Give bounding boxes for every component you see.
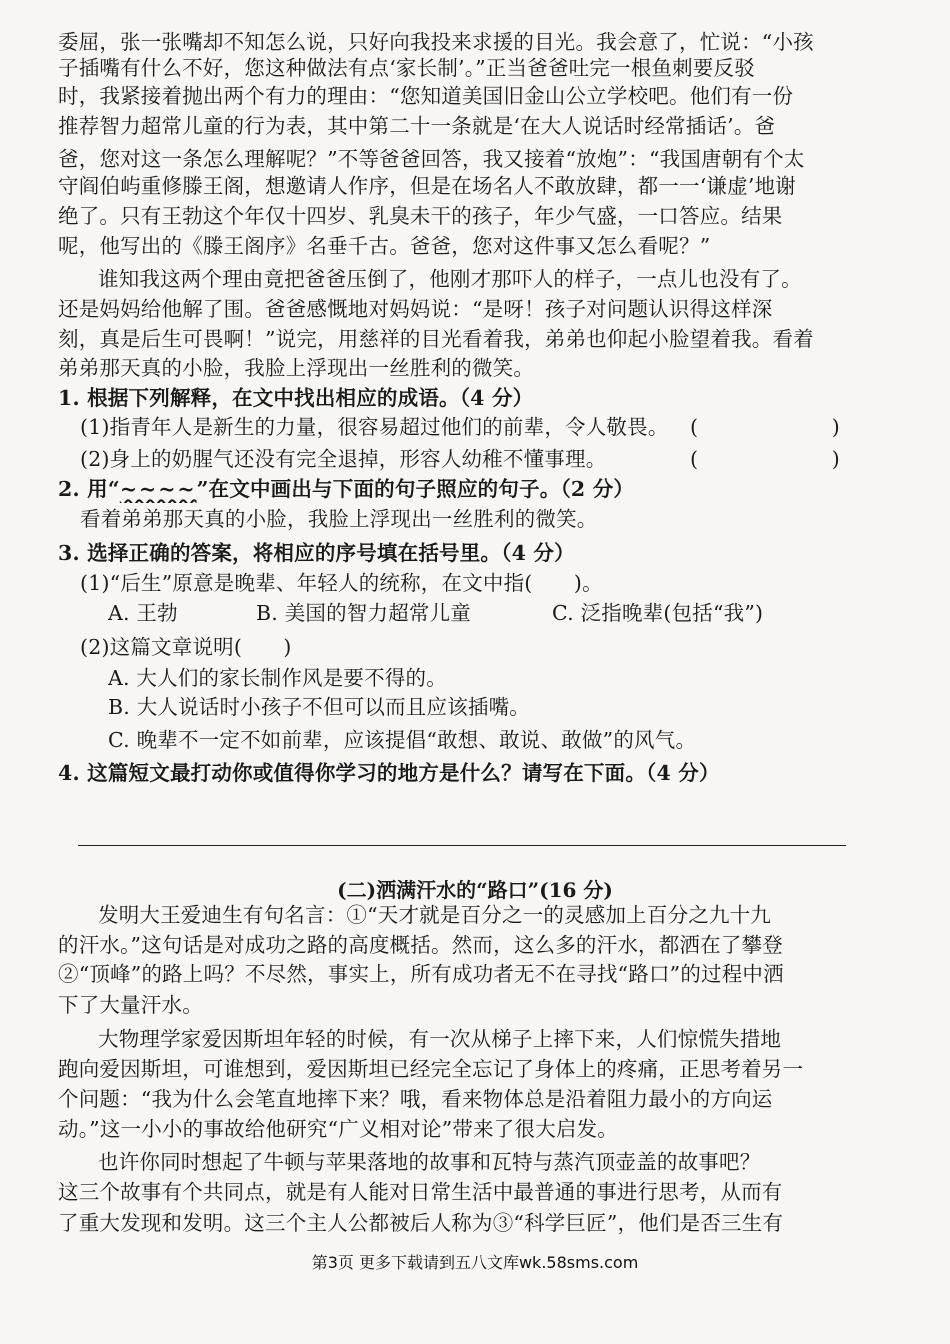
option-b[interactable]: B. 美国的智力超常儿童 — [256, 601, 471, 625]
section-divider — [78, 845, 846, 846]
wavy-line-mark: ~~~~ — [119, 477, 197, 501]
passage-line: 刻，真是后生可畏啊！”说完，用慈祥的目光看着我，弟弟也仰起小脸望着我。看着 — [58, 327, 814, 351]
section-2-line: 个问题：“我为什么会笔直地摔下来？哦，看来物体总是沿着阻力最小的方向运 — [58, 1087, 773, 1111]
question-1-1-text: (1)指青年人是新生的力量，很容易超过他们的前辈，令人敬畏。 — [80, 415, 669, 439]
answer-blank[interactable]: ( ) — [690, 447, 840, 471]
passage-line: 爸，您对这一条怎么理解呢？”不等爸爸回答，我又接着“放炮”：“我国唐朝有个太 — [58, 147, 805, 171]
section-2-line: 也许你同时想起了牛顿与苹果落地的故事和瓦特与蒸汽顶壶盖的故事吧？ — [98, 1150, 761, 1174]
option-a[interactable]: A. 王勃 — [108, 601, 178, 625]
question-3: 3. 选择正确的答案，将相应的序号填在括号里。（4 分） — [58, 541, 575, 565]
question-3-2-option-c[interactable]: C. 晚辈不一定不如前辈，应该提倡“敢想、敢说、敢做”的风气。 — [108, 728, 697, 752]
question-1-2-text: (2)身上的奶腥气还没有完全退掉，形容人幼稚不懂事理。 — [80, 447, 607, 471]
option-c[interactable]: C. 泛指晚辈(包括“我”) — [552, 601, 764, 625]
question-2-sentence: 看着弟弟那天真的小脸，我脸上浮现出一丝胜利的微笑。 — [80, 507, 598, 531]
page-footer: 第3页 更多下载请到五八文库wk.58sms.com — [311, 1253, 639, 1272]
section-2-line: 发明大王爱迪生有句名言：①“天才就是百分之一的灵感加上百分之九十九 — [98, 903, 772, 927]
question-3-2-option-a[interactable]: A. 大人们的家长制作风是要不得的。 — [108, 666, 447, 690]
section-2-line: 跑向爱因斯坦，可谁想到，爱因斯坦已经完全忘记了身体上的疼痛，正思考着另一 — [58, 1057, 804, 1081]
passage-line: 还是妈妈给他解了围。爸爸感慨地对妈妈说：“是呀！孩子对问题认识得这样深 — [58, 297, 773, 321]
passage-line: 谁知我这两个理由竟把爸爸压倒了，他刚才那吓人的样子，一点儿也没有了。 — [98, 267, 802, 291]
passage-line: 绝了。只有王勃这个年仅十四岁、乳臭未干的孩子，年少气盛，一口答应。结果 — [58, 204, 783, 228]
section-2-line: 下了大量汗水。 — [58, 993, 203, 1017]
section-2-line: 动。”这一小小的事故给他研究“广义相对论”带来了很大启发。 — [58, 1117, 618, 1141]
question-1: 1. 根据下列解释，在文中找出相应的成语。（4 分） — [58, 386, 534, 410]
question-4: 4. 这篇短文最打动你或值得你学习的地方是什么？请写在下面。（4 分） — [58, 761, 720, 785]
question-3-1: (1)“后生”原意是晚辈、年轻人的统称，在文中指( )。 — [80, 571, 603, 595]
passage-line: 弟弟那天真的小脸，我脸上浮现出一丝胜利的微笑。 — [58, 356, 535, 380]
section-2-line: 的汗水。”这句话是对成功之路的高度概括。然而，这么多的汗水，都洒在了攀登 — [58, 933, 783, 957]
question-3-2-option-b[interactable]: B. 大人说话时小孩子不但可以而且应该插嘴。 — [108, 695, 530, 719]
passage-line: 时，我紧接着抛出两个有力的理由：“您知道美国旧金山公立学校吧。他们有一份 — [58, 84, 794, 108]
question-3-2: (2)这篇文章说明( ) — [80, 635, 292, 659]
section-2-line: ②“顶峰”的路上吗？不尽然，事实上，所有成功者无不在寻找“路口”的过程中洒 — [58, 962, 784, 986]
question-2: 2. 用“~~~~”在文中画出与下面的句子照应的句子。（2 分） — [58, 477, 635, 501]
section-2-line: 大物理学家爱因斯坦年轻的时候，有一次从梯子上摔下来，人们惊慌失措地 — [98, 1027, 782, 1051]
answer-blank[interactable]: ( ) — [690, 415, 840, 439]
section-2-line: 这三个故事有个共同点，就是有人能对日常生活中最普通的事进行思考，从而有 — [58, 1180, 783, 1204]
section-2-title: (二)洒满汗水的“路口”(16 分) — [337, 878, 613, 902]
section-2-line: 了重大发现和发明。这三个主人公都被后人称为③“科学巨匠”，他们是否三生有 — [58, 1211, 784, 1235]
passage-line: 委屈，张一张嘴却不知怎么说，只好向我投来求援的目光。我会意了，忙说：“小孩 — [58, 30, 814, 54]
passage-line: 推荐智力超常儿童的行为表，其中第二十一条就是‘在大人说话时经常插话’。爸 — [58, 114, 776, 138]
passage-line: 呢，他写出的《滕王阁序》名垂千古。爸爸，您对这件事又怎么看呢？” — [58, 234, 711, 258]
passage-line: 守阎伯屿重修滕王阁，想邀请人作序，但是在场名人不敢放肆，都一一‘谦虚’地谢 — [58, 174, 796, 198]
passage-line: 子插嘴有什么不好，您这种做法有点‘家长制’。”正当爸爸吐完一根鱼刺要反驳 — [58, 56, 755, 80]
